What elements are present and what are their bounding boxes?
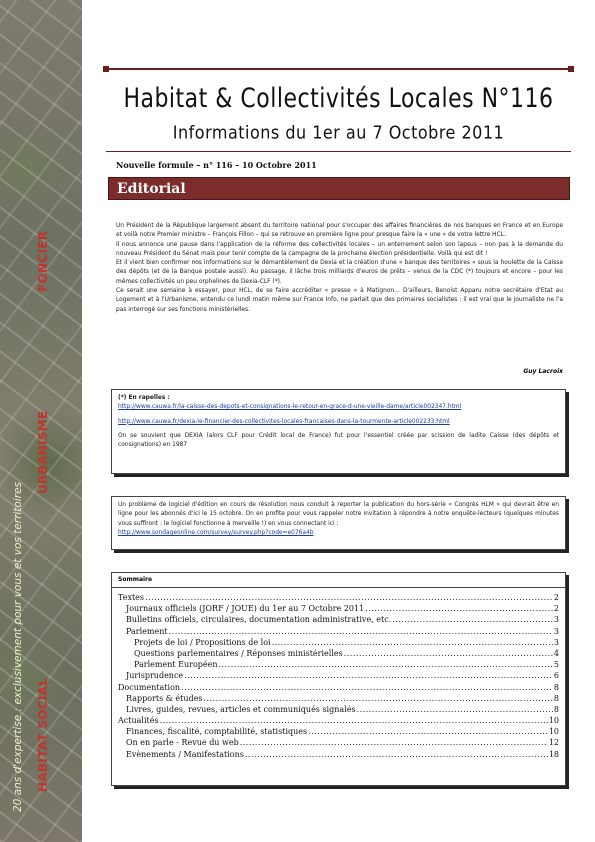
toc-entry-label: Journaux officiels (JORF / JOUE) du 1er au 7 Octobre 2011	[126, 604, 365, 614]
toc-entry-page: 12	[548, 738, 559, 748]
editorial-heading: Editorial	[117, 181, 186, 197]
sidebar-text-group	[10, 112, 72, 812]
toc-entry-label: Questions parlementaires / Réponses ministérielles	[134, 648, 343, 658]
toc-entry-page: 8	[553, 693, 559, 703]
toc-entry-page: 8	[553, 704, 559, 714]
reference-link-cdc[interactable]: http://www.cauwa.fr/la-caisse-des-depots-et-consignations-le-retour-en-grace-d-une-vieille-dame/article002347.html	[118, 404, 462, 411]
references-heading: (*) En rapelles :	[118, 395, 170, 401]
toc-entry-leader	[219, 660, 553, 669]
toc-entry[interactable]	[118, 638, 559, 649]
toc-entry[interactable]	[118, 694, 559, 705]
header-bottom-rule	[106, 151, 571, 152]
toc-entry-page: 18	[548, 749, 559, 759]
toc-entry-page: 3	[553, 626, 559, 636]
summary-box	[111, 572, 566, 786]
toc-entry-label: Rapports & études	[126, 693, 203, 703]
header-rule-left-square	[103, 66, 109, 72]
references-box	[111, 389, 566, 474]
toc-entry-leader	[365, 604, 553, 613]
toc-entry-label: On en parle - Revue du web	[126, 738, 239, 748]
toc-entry-page: 5	[553, 660, 559, 670]
survey-link[interactable]: http://www.sondageonline.com/survey/survey.php?code=e076a4b	[118, 529, 314, 536]
page-subtitle: Informations du 1er au 7 Octobre 2011	[172, 122, 505, 143]
references-note: On se souvient que DEXIA (alors CLF pour Crédit local de France) fut pour l'essentiel créée par scission de ladite Caisse (des dépôts et consignations) en 1987	[118, 432, 559, 449]
toc-entry-page: 8	[553, 682, 559, 692]
toc-entry-leader	[272, 638, 553, 647]
sidebar-tagline: 20 ans d'expertise : exclusivement pour vous et vos territoires	[12, 481, 24, 812]
toc-entry-label: Jurisprudence	[126, 671, 184, 681]
toc-entry-leader	[160, 716, 548, 725]
toc-entry[interactable]	[118, 738, 559, 749]
editorial-paragraph: Un Président de la République largement absent du territoire national pour s'occuper des affaires financières de nos banques en France et en Europe et voilà notre Premier ministre – François Fillon – qui se retrouve en première ligne pour presque faire la « une » de votre lettre HCL.	[116, 223, 563, 239]
toc-entry[interactable]	[118, 660, 559, 671]
toc-entry[interactable]	[118, 683, 559, 694]
header-top-rule	[106, 68, 571, 70]
toc-entry-page: 2	[553, 593, 559, 602]
toc-entry[interactable]	[118, 716, 559, 727]
toc-entry-leader	[240, 738, 548, 747]
toc-entry-label: Parlement Européen	[134, 660, 218, 670]
toc-entry-page: 10	[548, 716, 559, 726]
toc-entry-page: 4	[553, 648, 559, 658]
page-title: Habitat & Collectivités Locales N°116	[123, 84, 554, 114]
toc-entry-label: Livres, guides, revues, articles et communiqués signalés	[126, 704, 356, 714]
toc-entry-label: Documentation	[118, 682, 181, 692]
editorial-paragraph: Ce serait une semaine à essayer, pour HCL, de se faire accréditer « presse » à Matignon… D'ailleurs, Benoist Apparu notre secrétaire d'Etat au Logement et à l'Urbanisme, entendu ce lundi matin même sur France Info, ne parlait que des primaires socialistes : il est vrai que le journaliste ne l'a pas interrogé sur ses fonctions ministérielles.	[116, 288, 563, 313]
aerial-photo-strip	[0, 0, 82, 842]
toc-entry-label: Parlement	[126, 626, 168, 636]
header-rule-right-square	[568, 66, 574, 72]
toc-entry-leader	[245, 750, 548, 759]
toc-entry-page: 3	[553, 615, 559, 625]
toc-entry-leader	[357, 705, 553, 714]
sidebar-word-foncier: FONCIER	[36, 230, 50, 292]
toc-entry-label: Evènements / Manifestations	[126, 749, 244, 759]
toc-entry[interactable]	[118, 604, 559, 615]
sidebar-word-urbanisme: URBANISME	[36, 410, 50, 494]
toc-entry[interactable]	[118, 750, 559, 761]
toc-entry-leader	[344, 649, 553, 658]
toc-entry-leader	[181, 683, 553, 692]
toc-entry-label: Bulletins officiels, circulaires, documentation administrative, etc.	[126, 615, 392, 625]
toc-entry[interactable]	[118, 615, 559, 626]
toc-entry-label: Projets de loi / Propositions de loi	[134, 637, 271, 647]
toc-entry[interactable]	[118, 593, 559, 604]
toc-entry-label: Finances, fiscalité, comptabilité, statistiques	[126, 727, 308, 737]
toc-entry-leader	[145, 593, 553, 602]
toc-entry-leader	[308, 727, 548, 736]
toc-entry-leader	[392, 615, 553, 624]
toc-entry-label: Actualités	[118, 716, 159, 726]
issue-line: Nouvelle formule – n° 116 – 10 Octobre 2011	[116, 160, 317, 170]
toc-entry[interactable]	[118, 705, 559, 716]
toc-entry-label: Textes	[118, 593, 145, 602]
toc-entry-page: 2	[553, 604, 559, 614]
toc-entry[interactable]	[118, 727, 559, 738]
notice-box	[111, 496, 566, 550]
toc-entry[interactable]	[118, 627, 559, 638]
editorial-author: Guy Lacroix	[523, 368, 563, 375]
toc-entry[interactable]	[118, 649, 559, 660]
editorial-body	[116, 222, 563, 315]
summary-heading: Sommaire	[112, 573, 565, 588]
toc-entry-leader	[169, 627, 553, 636]
editorial-banner	[108, 177, 570, 200]
reference-link-dexia[interactable]: http://www.cauwa.fr/dexia-le-financier-des-collectivites-locales-francaises-dans-la-tourmente-article002233.html	[118, 418, 450, 425]
table-of-contents	[112, 588, 565, 761]
editorial-paragraph: Et il vient bien confirmer nos informations sur le démantèlement de Dexia et la création d'une « banque des territoires » sous la houlette de la Caisse des dépôts (et de la Banque postale aussi). Au passage, il lâche trois milliards d'euros de prêts – venus de la CDC (*) toujours et encore – pour les mêmes collectivités un peu orphelines de Dexia-CLF (*).	[116, 260, 563, 285]
notice-text: Un problème de logiciel d'édition en cours de résolution nous conduit à reporter la publication du hors-série « Congrès HLM » qui devrait être en ligne pour les abonnés d'ici le 15 octobre. On en profite pour vous rappeler notre invitation à répondre à notre enquête-lecteurs (quelques minutes vous suffiront : le logiciel fonctionne à merveille !) en vous connectant ici :	[118, 502, 559, 527]
toc-entry-leader	[203, 694, 552, 703]
sidebar-word-habitat-social: HABITAT SOCIAL	[36, 677, 50, 792]
toc-entry-leader	[184, 671, 553, 680]
toc-entry-page: 10	[548, 727, 559, 737]
toc-entry-page: 3	[553, 637, 559, 647]
toc-entry-page: 6	[553, 671, 559, 681]
editorial-paragraph: Il nous annonce une pause dans l'application de la réforme des collectivités locales – un enterrement selon son lapsus – non pas à la demande du nouveau Président du Sénat mais pour tenir compte de la campagne de la prochaine élection présidentielle. Voilà qui est dit !	[116, 241, 563, 257]
toc-entry[interactable]	[118, 671, 559, 682]
